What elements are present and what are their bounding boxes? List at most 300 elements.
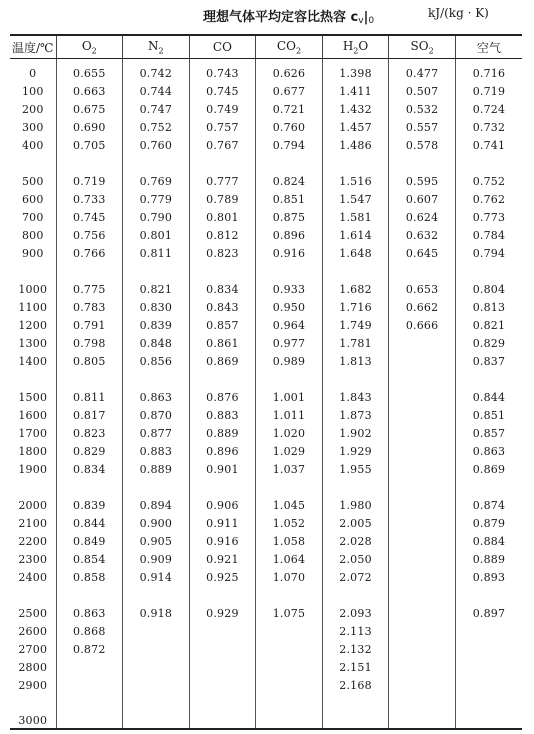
value-cell: 1.052 <box>256 514 323 532</box>
value-cell <box>389 604 456 622</box>
value-cell: 0.889 <box>123 460 190 478</box>
value-cell: 0.870 <box>123 406 190 424</box>
value-cell: 0.784 <box>455 226 522 244</box>
table-title-range-bar: | <box>363 10 369 25</box>
value-cell: 0.742 <box>123 59 190 83</box>
value-cell: 0.856 <box>123 352 190 370</box>
table-body <box>10 59 522 730</box>
value-cell: 1.716 <box>322 298 389 316</box>
table-row <box>10 460 522 478</box>
value-cell: 0.752 <box>123 118 190 136</box>
value-cell: 0.854 <box>56 550 123 568</box>
table-row <box>10 136 522 154</box>
value-cell <box>123 658 190 676</box>
value-cell: 0.801 <box>189 208 256 226</box>
table-title <box>203 6 374 26</box>
value-cell: 0.839 <box>123 316 190 334</box>
spacer-cell <box>389 262 456 280</box>
spacer-cell <box>56 370 123 388</box>
value-cell: 1.058 <box>256 532 323 550</box>
value-cell: 0.893 <box>455 568 522 586</box>
value-cell: 0.632 <box>389 226 456 244</box>
unit-label: kJ/(kg · K) <box>428 6 489 20</box>
value-cell: 1.398 <box>322 59 389 83</box>
column-header-subscript: 2 <box>428 46 434 56</box>
temperature-cell: 1300 <box>18 336 48 350</box>
value-cell: 0.732 <box>455 118 522 136</box>
column-header-subscript: 2 <box>91 46 97 56</box>
value-cell: 0.869 <box>455 460 522 478</box>
value-cell <box>389 622 456 640</box>
value-cell: 2.113 <box>322 622 389 640</box>
spacer-cell <box>389 370 456 388</box>
table-row <box>10 658 522 676</box>
value-cell: 0.909 <box>123 550 190 568</box>
column-header-label: H <box>342 38 354 53</box>
table-row <box>10 532 522 550</box>
temperature-cell: 2000 <box>18 498 48 512</box>
value-cell: 0.783 <box>56 298 123 316</box>
table-title-range-sub: 0 <box>368 16 375 26</box>
spacer-cell <box>455 262 522 280</box>
value-cell: 0.595 <box>389 172 456 190</box>
value-cell: 0.675 <box>56 100 123 118</box>
spacer-cell <box>10 694 56 712</box>
table-header <box>10 35 522 59</box>
value-cell: 1.029 <box>256 442 323 460</box>
column-header <box>322 35 389 59</box>
column-header-label: 空气 <box>476 40 501 55</box>
value-cell: 0.745 <box>56 208 123 226</box>
value-cell <box>389 658 456 676</box>
column-header <box>389 35 456 59</box>
value-cell: 0.821 <box>123 280 190 298</box>
table-row <box>10 82 522 100</box>
value-cell: 0.724 <box>455 100 522 118</box>
value-cell: 0.798 <box>56 334 123 352</box>
value-cell: 0.777 <box>189 172 256 190</box>
temperature-cell: 1500 <box>18 390 48 404</box>
group-spacer-row <box>10 586 522 604</box>
value-cell: 1.781 <box>322 334 389 352</box>
spacer-cell <box>256 586 323 604</box>
value-cell: 0.578 <box>389 136 456 154</box>
value-cell: 0.812 <box>189 226 256 244</box>
value-cell: 1.929 <box>322 442 389 460</box>
temperature-cell: 2100 <box>18 516 48 530</box>
value-cell: 0.844 <box>56 514 123 532</box>
column-header-label: SO <box>410 38 429 53</box>
value-cell: 0.929 <box>189 604 256 622</box>
value-cell: 0.837 <box>455 352 522 370</box>
table-row <box>10 622 522 640</box>
value-cell <box>389 712 456 729</box>
value-cell: 0.889 <box>455 550 522 568</box>
value-cell: 0.749 <box>189 100 256 118</box>
temperature-cell: 400 <box>21 138 44 152</box>
value-cell <box>189 712 256 729</box>
value-cell: 0.989 <box>256 352 323 370</box>
table-row <box>10 59 522 83</box>
value-cell <box>389 532 456 550</box>
value-cell: 0.769 <box>123 172 190 190</box>
temperature-cell: 100 <box>21 84 44 98</box>
value-cell: 0.883 <box>123 442 190 460</box>
value-cell: 1.070 <box>256 568 323 586</box>
table-row <box>10 280 522 298</box>
value-cell: 0.823 <box>56 424 123 442</box>
temperature-cell: 1000 <box>18 282 48 296</box>
value-cell: 0.719 <box>455 82 522 100</box>
value-cell <box>455 712 522 729</box>
value-cell: 2.132 <box>322 640 389 658</box>
value-cell <box>256 658 323 676</box>
temperature-cell: 2300 <box>18 552 48 566</box>
value-cell <box>389 406 456 424</box>
value-cell: 0.849 <box>56 532 123 550</box>
value-cell: 0.883 <box>189 406 256 424</box>
value-cell: 1.020 <box>256 424 323 442</box>
spacer-cell <box>256 154 323 172</box>
spacer-cell <box>322 586 389 604</box>
group-spacer-row <box>10 694 522 712</box>
value-cell <box>455 658 522 676</box>
table-row <box>10 352 522 370</box>
spacer-cell <box>123 586 190 604</box>
value-cell: 0.653 <box>389 280 456 298</box>
value-cell <box>389 352 456 370</box>
temperature-cell: 700 <box>21 210 44 224</box>
temperature-cell: 2800 <box>18 660 48 674</box>
value-cell: 1.682 <box>322 280 389 298</box>
column-header <box>256 35 323 59</box>
value-cell: 1.873 <box>322 406 389 424</box>
value-cell: 0.829 <box>56 442 123 460</box>
value-cell: 1.648 <box>322 244 389 262</box>
column-header-label: CO <box>276 38 296 53</box>
value-cell: 1.037 <box>256 460 323 478</box>
value-cell: 2.093 <box>322 604 389 622</box>
column-header <box>10 35 56 59</box>
value-cell: 0.817 <box>56 406 123 424</box>
value-cell: 0.830 <box>123 298 190 316</box>
value-cell: 0.851 <box>455 406 522 424</box>
value-cell: 0.794 <box>455 244 522 262</box>
column-header-label: 温度/℃ <box>12 40 54 55</box>
value-cell: 0.794 <box>256 136 323 154</box>
value-cell: 1.749 <box>322 316 389 334</box>
temperature-cell: 3000 <box>10 712 56 729</box>
spacer-cell <box>123 694 190 712</box>
table-row <box>10 514 522 532</box>
value-cell: 1.843 <box>322 388 389 406</box>
table-title-subscript: v <box>358 16 364 26</box>
spacer-cell <box>56 586 123 604</box>
temperature-cell: 1900 <box>18 462 48 476</box>
table-row <box>10 208 522 226</box>
value-cell: 0.760 <box>123 136 190 154</box>
value-cell <box>389 388 456 406</box>
value-cell: 0.844 <box>455 388 522 406</box>
value-cell: 1.614 <box>322 226 389 244</box>
value-cell: 1.955 <box>322 460 389 478</box>
value-cell: 0.851 <box>256 190 323 208</box>
value-cell <box>389 640 456 658</box>
spacer-cell <box>322 694 389 712</box>
value-cell: 0.655 <box>56 59 123 83</box>
value-cell: 1.064 <box>256 550 323 568</box>
table-row <box>10 406 522 424</box>
spacer-cell <box>189 154 256 172</box>
table-row <box>10 640 522 658</box>
spacer-cell <box>10 262 56 280</box>
value-cell: 0.779 <box>123 190 190 208</box>
value-cell: 0.791 <box>56 316 123 334</box>
table-row <box>10 316 522 334</box>
value-cell: 0.662 <box>389 298 456 316</box>
value-cell: 1.432 <box>322 100 389 118</box>
value-cell: 0.905 <box>123 532 190 550</box>
temperature-cell: 1200 <box>18 318 48 332</box>
spacer-cell <box>10 478 56 496</box>
temperature-cell: 500 <box>21 174 44 188</box>
value-cell: 0.775 <box>56 280 123 298</box>
table-row <box>10 118 522 136</box>
value-cell <box>123 676 190 694</box>
temperature-cell: 1100 <box>18 300 48 314</box>
value-cell: 0.925 <box>189 568 256 586</box>
column-header <box>123 35 190 59</box>
value-cell: 0.911 <box>189 514 256 532</box>
table-row <box>10 604 522 622</box>
spacer-cell <box>389 586 456 604</box>
column-header-label: N <box>148 38 159 53</box>
spacer-cell <box>455 370 522 388</box>
spacer-cell <box>389 694 456 712</box>
table-title-text: 理想气体平均定容比热容 c <box>203 10 359 25</box>
value-cell <box>56 658 123 676</box>
header-row <box>10 35 522 59</box>
value-cell: 0.811 <box>123 244 190 262</box>
value-cell: 0.690 <box>56 118 123 136</box>
value-cell: 0.762 <box>455 190 522 208</box>
table-row <box>10 226 522 244</box>
spacer-cell <box>10 586 56 604</box>
value-cell: 0.829 <box>455 334 522 352</box>
value-cell <box>389 442 456 460</box>
value-cell <box>56 676 123 694</box>
value-cell: 2.072 <box>322 568 389 586</box>
column-header-label: O <box>81 38 92 53</box>
value-cell: 1.001 <box>256 388 323 406</box>
column-header-tail: O <box>358 38 369 53</box>
value-cell: 0.933 <box>256 280 323 298</box>
value-cell: 0.834 <box>56 460 123 478</box>
table-row <box>10 712 522 729</box>
value-cell: 0.896 <box>256 226 323 244</box>
spacer-cell <box>455 694 522 712</box>
value-cell: 2.050 <box>322 550 389 568</box>
value-cell: 0.747 <box>123 100 190 118</box>
spacer-cell <box>322 370 389 388</box>
value-cell: 0.733 <box>56 190 123 208</box>
value-cell: 0.897 <box>455 604 522 622</box>
value-cell: 1.075 <box>256 604 323 622</box>
value-cell <box>189 676 256 694</box>
value-cell: 0.918 <box>123 604 190 622</box>
value-cell: 0.884 <box>455 532 522 550</box>
spacer-cell <box>56 262 123 280</box>
value-cell <box>189 658 256 676</box>
value-cell: 0.906 <box>189 496 256 514</box>
value-cell <box>256 622 323 640</box>
spacer-cell <box>322 154 389 172</box>
value-cell: 2.005 <box>322 514 389 532</box>
value-cell: 0.858 <box>56 568 123 586</box>
temperature-cell: 600 <box>21 192 44 206</box>
value-cell: 0.760 <box>256 118 323 136</box>
group-spacer-row <box>10 370 522 388</box>
value-cell: 0.663 <box>56 82 123 100</box>
value-cell: 0.766 <box>56 244 123 262</box>
table-row <box>10 550 522 568</box>
temperature-cell: 2700 <box>18 642 48 656</box>
value-cell: 2.028 <box>322 532 389 550</box>
table-row <box>10 496 522 514</box>
value-cell: 0.901 <box>189 460 256 478</box>
temperature-cell: 1800 <box>18 444 48 458</box>
column-header <box>455 35 522 59</box>
spacer-cell <box>56 478 123 496</box>
table-row <box>10 676 522 694</box>
value-cell <box>389 568 456 586</box>
spacer-cell <box>256 370 323 388</box>
column-header-subscript: 2 <box>158 46 164 56</box>
value-cell: 0.876 <box>189 388 256 406</box>
spacer-cell <box>455 478 522 496</box>
table-row <box>10 388 522 406</box>
value-cell: 0.848 <box>123 334 190 352</box>
temperature-cell: 1400 <box>18 354 48 368</box>
spacer-cell <box>56 154 123 172</box>
value-cell: 0.607 <box>389 190 456 208</box>
column-header <box>189 35 256 59</box>
value-cell: 0.790 <box>123 208 190 226</box>
group-spacer-row <box>10 262 522 280</box>
value-cell: 1.045 <box>256 496 323 514</box>
value-cell: 0.813 <box>455 298 522 316</box>
value-cell <box>56 712 123 729</box>
value-cell: 0.964 <box>256 316 323 334</box>
value-cell: 1.581 <box>322 208 389 226</box>
value-cell: 0.914 <box>123 568 190 586</box>
value-cell <box>389 496 456 514</box>
spacer-cell <box>189 370 256 388</box>
temperature-cell: 1600 <box>18 408 48 422</box>
value-cell: 0.921 <box>189 550 256 568</box>
value-cell: 0.916 <box>256 244 323 262</box>
column-header-label: CO <box>212 40 232 54</box>
column-header-subscript: 2 <box>295 46 302 56</box>
value-cell <box>389 550 456 568</box>
value-cell: 1.457 <box>322 118 389 136</box>
spacer-cell <box>455 154 522 172</box>
temperature-cell: 2600 <box>18 624 48 638</box>
value-cell: 0.744 <box>123 82 190 100</box>
value-cell <box>389 460 456 478</box>
temperature-cell: 800 <box>21 228 44 242</box>
spacer-cell <box>189 694 256 712</box>
value-cell: 0.666 <box>389 316 456 334</box>
temperature-cell: 2400 <box>18 570 48 584</box>
spacer-cell <box>322 478 389 496</box>
value-cell <box>322 712 389 729</box>
value-cell: 0.557 <box>389 118 456 136</box>
value-cell: 1.516 <box>322 172 389 190</box>
value-cell: 0.868 <box>56 622 123 640</box>
value-cell: 0.721 <box>256 100 323 118</box>
temperature-cell: 300 <box>21 120 44 134</box>
spacer-cell <box>256 478 323 496</box>
temperature-cell: 900 <box>21 246 44 260</box>
value-cell: 0.977 <box>256 334 323 352</box>
value-cell: 0.801 <box>123 226 190 244</box>
value-cell: 0.716 <box>455 59 522 83</box>
value-cell <box>123 640 190 658</box>
value-cell: 1.902 <box>322 424 389 442</box>
table-row <box>10 100 522 118</box>
spacer-cell <box>56 694 123 712</box>
spacer-cell <box>455 586 522 604</box>
value-cell: 0.863 <box>56 604 123 622</box>
value-cell: 0.843 <box>189 298 256 316</box>
value-cell: 0.916 <box>189 532 256 550</box>
value-cell: 0.789 <box>189 190 256 208</box>
value-cell <box>455 676 522 694</box>
value-cell: 0.767 <box>189 136 256 154</box>
temperature-cell: 2900 <box>18 678 48 692</box>
value-cell: 0.875 <box>256 208 323 226</box>
table-row <box>10 424 522 442</box>
temperature-cell: 200 <box>21 102 44 116</box>
value-cell: 1.411 <box>322 82 389 100</box>
temperature-cell: 0 <box>29 66 37 80</box>
value-cell: 0.839 <box>56 496 123 514</box>
temperature-cell: 2500 <box>18 606 48 620</box>
value-cell: 0.805 <box>56 352 123 370</box>
spacer-cell <box>256 694 323 712</box>
spacer-cell <box>123 154 190 172</box>
value-cell: 0.705 <box>56 136 123 154</box>
value-cell: 0.874 <box>455 496 522 514</box>
value-cell: 0.889 <box>189 424 256 442</box>
value-cell: 0.950 <box>256 298 323 316</box>
value-cell: 0.757 <box>189 118 256 136</box>
value-cell: 0.869 <box>189 352 256 370</box>
value-cell: 0.719 <box>56 172 123 190</box>
column-header <box>56 35 123 59</box>
value-cell: 0.811 <box>56 388 123 406</box>
value-cell: 0.861 <box>189 334 256 352</box>
value-cell <box>123 622 190 640</box>
value-cell: 2.151 <box>322 658 389 676</box>
value-cell: 0.857 <box>189 316 256 334</box>
value-cell: 0.900 <box>123 514 190 532</box>
value-cell: 1.486 <box>322 136 389 154</box>
value-cell: 0.626 <box>256 59 323 83</box>
value-cell <box>389 334 456 352</box>
value-cell: 1.011 <box>256 406 323 424</box>
